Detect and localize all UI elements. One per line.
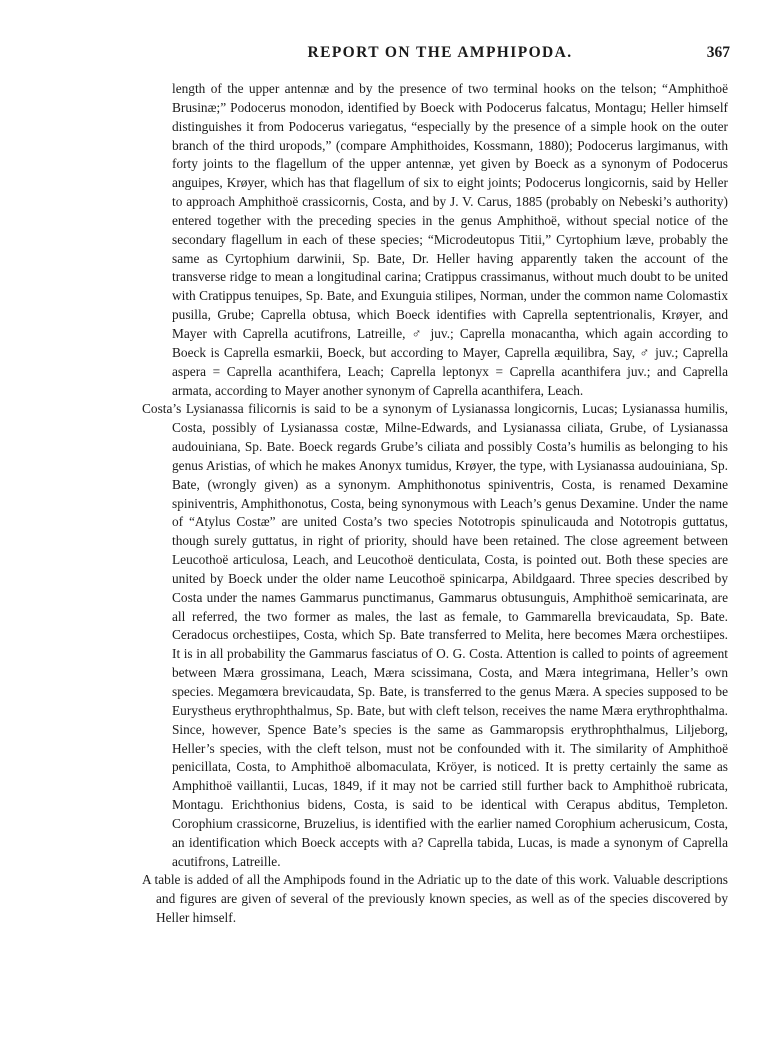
paragraph-continued: length of the upper antennæ and by the presence of two terminal hooks on the telson; “Amphithoë Brusinæ;” Podocerus monodon, identified by Boeck with Podocerus falcatus, Montagu; Heller himself distinguishes it from Podocerus variegatus, “especially by the presence of a simple hook on the outer branch of the third uropods,” (compare Amphithoides, Kossmann, 1880); Podocerus largimanus, with forty joints to the flagellum of the upper antennæ, yet given by Boeck as a synonym of Podocerus anguipes, Krøyer, which has that flagellum of six to eight joints; Podocerus longicornis, said by Heller to approach Amphithoë crassicornis, Costa, and by J. V. Carus, 1885 (probably on Nebeski’s authority) entered together with the preceding species in the genus Amphithoë, without special notice of the secondary flagellum in each of these species; “Microdeutopus Titii,” Cyrtophium læve, probably the same as Cyrtophium darwinii, Sp. Bate, Dr. Heller having apparently taken the account of the transverse ridge to mean a longitudinal carina; Cratippus crassimanus, without much doubt to be united with Cratippus tenuipes, Sp. Bate, and Exunguia stilipes, Norman, under the common name Colomastix pusilla, Grube; Caprella obtusa, which Boeck identifies with Caprella septentrionalis, Krøyer, and Mayer with Caprella acutifrons, Latreille, ♂ juv.; Caprella monacantha, which again according to Boeck is Caprella esmarkii, Boeck, but according to Mayer, Caprella æquilibra, Say, ♂ juv.; Caprella aspera = Caprella acanthifera, Leach; Caprella leptonyx = Caprella acanthifera juv.; and Caprella armata, according to Mayer another synonym of Caprella acanthifera, Leach. bbox=[172, 81, 728, 398]
paragraph-adriatic-table: A table is added of all the Amphipods found in the Adriatic up to the date of this work. Valuable descriptions and figures are given of several of the previously known species, as well as of the species discovered by Heller himself. bbox=[142, 872, 728, 926]
body-text bbox=[142, 80, 728, 928]
page-number: 367 bbox=[706, 44, 730, 61]
paragraph-costa-species: Costa’s Lysianassa filicornis is said to be a synonym of Lysianassa longicornis, Lucas; Lysianassa humilis, Costa, possibly of Lysianassa costæ, Milne-Edwards, and Lysianassa ciliata, Grube, of Lysianassa audouiniana, Sp. Bate. Boeck regards Grube’s ciliata and possibly Costa’s humilis as belonging to his genus Aristias, of which he makes Anonyx tumidus, Krøyer, the type, with Lysianassa audouiniana, Sp. Bate, (wrongly given) as a synonym. Amphithonotus spiniventris, Costa, is renamed Dexamine spiniventris, Amphithonotus, Costa, being synonymous with Leach’s genus Dexamine. Under the name of “Atylus Costæ” are united Costa’s two species Nototropis spinulicauda and Nototropis guttatus, though surely guttatus, in right of priority, should have been retained. The close agreement between Leucothoë articulosa, Leach, and Leucothoë denticulata, Costa, is pointed out. Both these species are united by Boeck under the older name Leucothoë spinicarpa, Abildgaard. Three species described by Costa under the names Gammarus punctimanus, Gammarus obtusunguis, Amphithoë semicarinata, are all referred, the two former as males, the last as female, to Gammarella brevicaudata, Sp. Bate. Ceradocus orchestiipes, Costa, which Sp. Bate transferred to Melita, here becomes Mæra orchestiipes. It is in all probability the Gammarus fasciatus of O. G. Costa. Attention is called to points of agreement between Mæra grossimana, Leach, Mæra scissimana, Costa, and Mæra integrimana, Heller’s own species. Megamœra brevicaudata, Sp. Bate, is transferred to the genus Mæra. A species supposed to be Eurystheus erythrophthalmus, Sp. Bate, but with cleft telson, receives the name Mæra erythrophthalma. Since, however, Spence Bate’s species is the same as Gammaropsis erythrophthalmus, Liljeborg, Heller’s species, with the cleft telson, must not be confounded with it. The similarity of Amphithoë penicillata, Costa, to Amphithoë albomaculata, Kröyer, is noticed. It is pretty certainly the same as Amphithoë vaillantii, Lucas, 1849, if it may not be carried still further back to Amphithoë rubricata, Montagu. Erichthonius bidens, Costa, is said to be identical with Cerapus abditus, Templeton. Corophium crassicorne, Bruzelius, is identified with the earlier named Corophium acherusicum, Costa, an identification which Boeck accepts with a? Caprella tabida, Lucas, is made a synonym of Caprella acutifrons, Latreille. bbox=[142, 401, 728, 869]
page-header bbox=[150, 44, 730, 66]
running-title: REPORT ON THE AMPHIPODA. bbox=[307, 44, 573, 61]
